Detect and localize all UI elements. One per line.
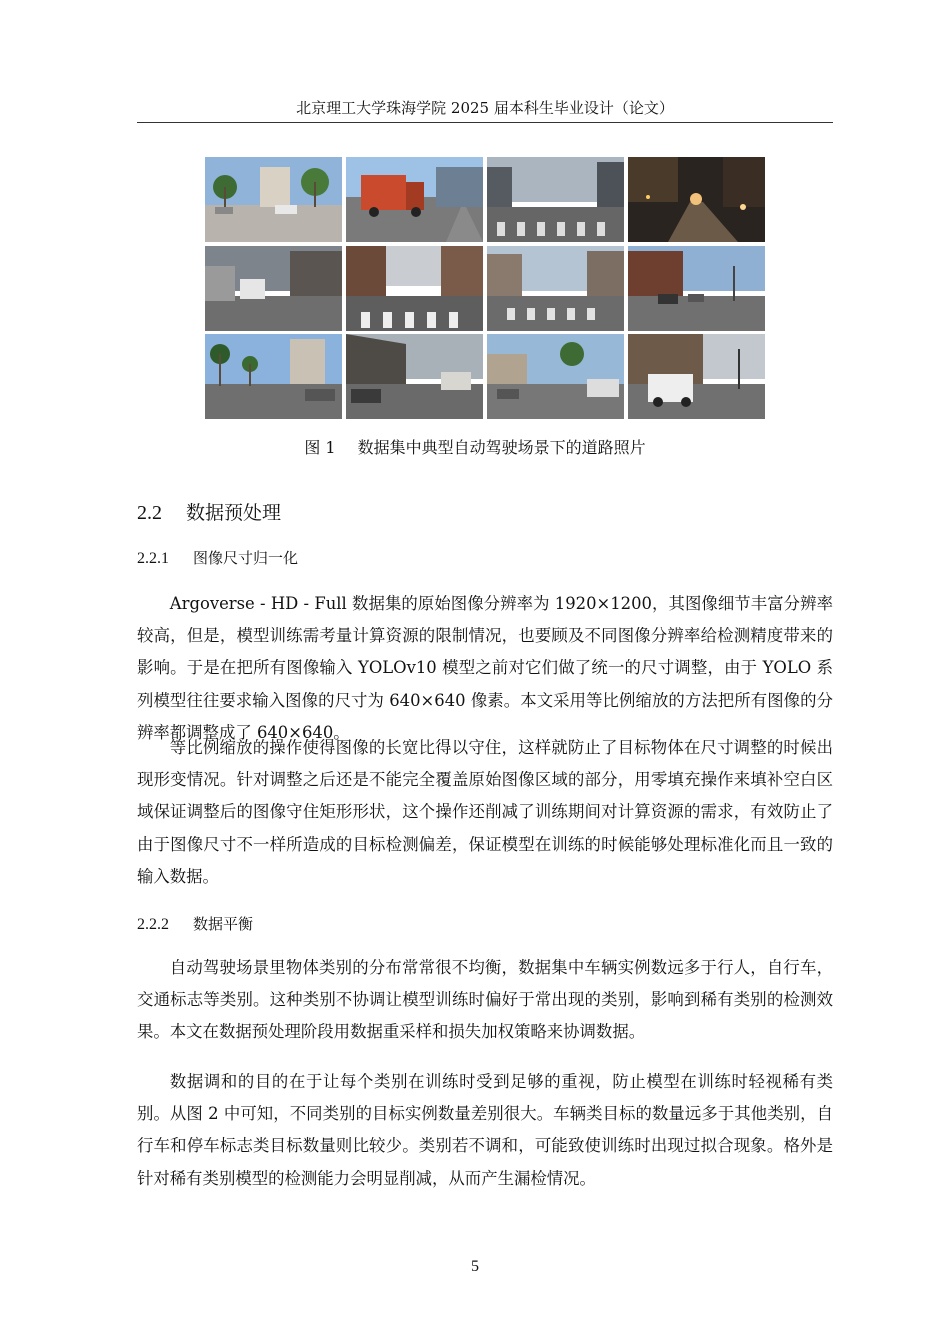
subsection-heading <box>137 546 298 571</box>
section-title: 数据预处理 <box>186 502 282 524</box>
section-heading <box>137 498 281 527</box>
running-header: 北京理工大学珠海学院 2025 届本科生毕业设计（论文） <box>137 96 833 123</box>
subsection-number: 2.2.2 <box>137 916 169 933</box>
body-paragraph: Argoverse - HD - Full 数据集的原始图像分辨率为 1920×1200，其图像细节丰富分辨率较高，但是，模型训练需考量计算资源的限制情况，也要顾及不同图像分辨率给检测精度带来的影响。于是在把所有图像输入 YOLOv10 模型之前对它们做了统一的尺寸调整，由于 YOLO 系列模型往往要求输入图像的尺寸为 640×640 像素。本文采用等比例缩放的方法把所有图像的分辨率都调整成了 640×640。 <box>137 594 833 742</box>
road-photo <box>628 246 765 331</box>
page-number: 5 <box>471 1258 479 1275</box>
subsection-title: 图像尺寸归一化 <box>193 549 299 567</box>
subsection-heading <box>137 912 253 937</box>
road-photo <box>205 246 342 331</box>
road-photo <box>346 157 483 242</box>
figure-caption <box>0 436 950 460</box>
road-photo <box>346 246 483 331</box>
subsection-title: 数据平衡 <box>193 915 254 933</box>
road-photo <box>487 157 624 242</box>
section-number: 2.2 <box>137 502 162 524</box>
road-photo <box>205 157 342 242</box>
figure-number: 图 1 <box>304 438 336 457</box>
subsection-number: 2.2.1 <box>137 550 169 567</box>
road-photo <box>346 334 483 419</box>
road-photo <box>628 157 765 242</box>
body-paragraph: 等比例缩放的操作使得图像的长宽比得以守住，这样就防止了目标物体在尺寸调整的时候出现形变情况。针对调整之后还是不能完全覆盖原始图像区域的部分，用零填充操作来填补空白区域保证调整后的图像守住矩形形状，这个操作还削减了训练期间对计算资源的需求，有效防止了由于图像尺寸不一样所造成的目标检测偏差，保证模型在训练的时候能够处理标准化而且一致的输入数据。 <box>137 738 833 886</box>
road-photo <box>487 246 624 331</box>
road-photo <box>205 334 342 419</box>
figure-photo-grid <box>205 157 765 423</box>
road-photo <box>487 334 624 419</box>
road-photo <box>628 334 765 419</box>
body-paragraph: 数据调和的目的在于让每个类别在训练时受到足够的重视，防止模型在训练时轻视稀有类别。从图 2 中可知，不同类别的目标实例数量差别很大。车辆类目标的数量远多于其他类别，自行车和停车标志类目标数量则比较少。类别若不调和，可能致使训练时出现过拟合现象。格外是针对稀有类别模型的检测能力会明显削减，从而产生漏检情况。 <box>137 1072 833 1188</box>
body-paragraph: 自动驾驶场景里物体类别的分布常常很不均衡，数据集中车辆实例数远多于行人，自行车，交通标志等类别。这种类别不协调让模型训练时偏好于常出现的类别，影响到稀有类别的检测效果。本文在数据预处理阶段用数据重采样和损失加权策略来协调数据。 <box>137 958 833 1042</box>
figure-caption-text: 数据集中典型自动驾驶场景下的道路照片 <box>357 438 646 457</box>
